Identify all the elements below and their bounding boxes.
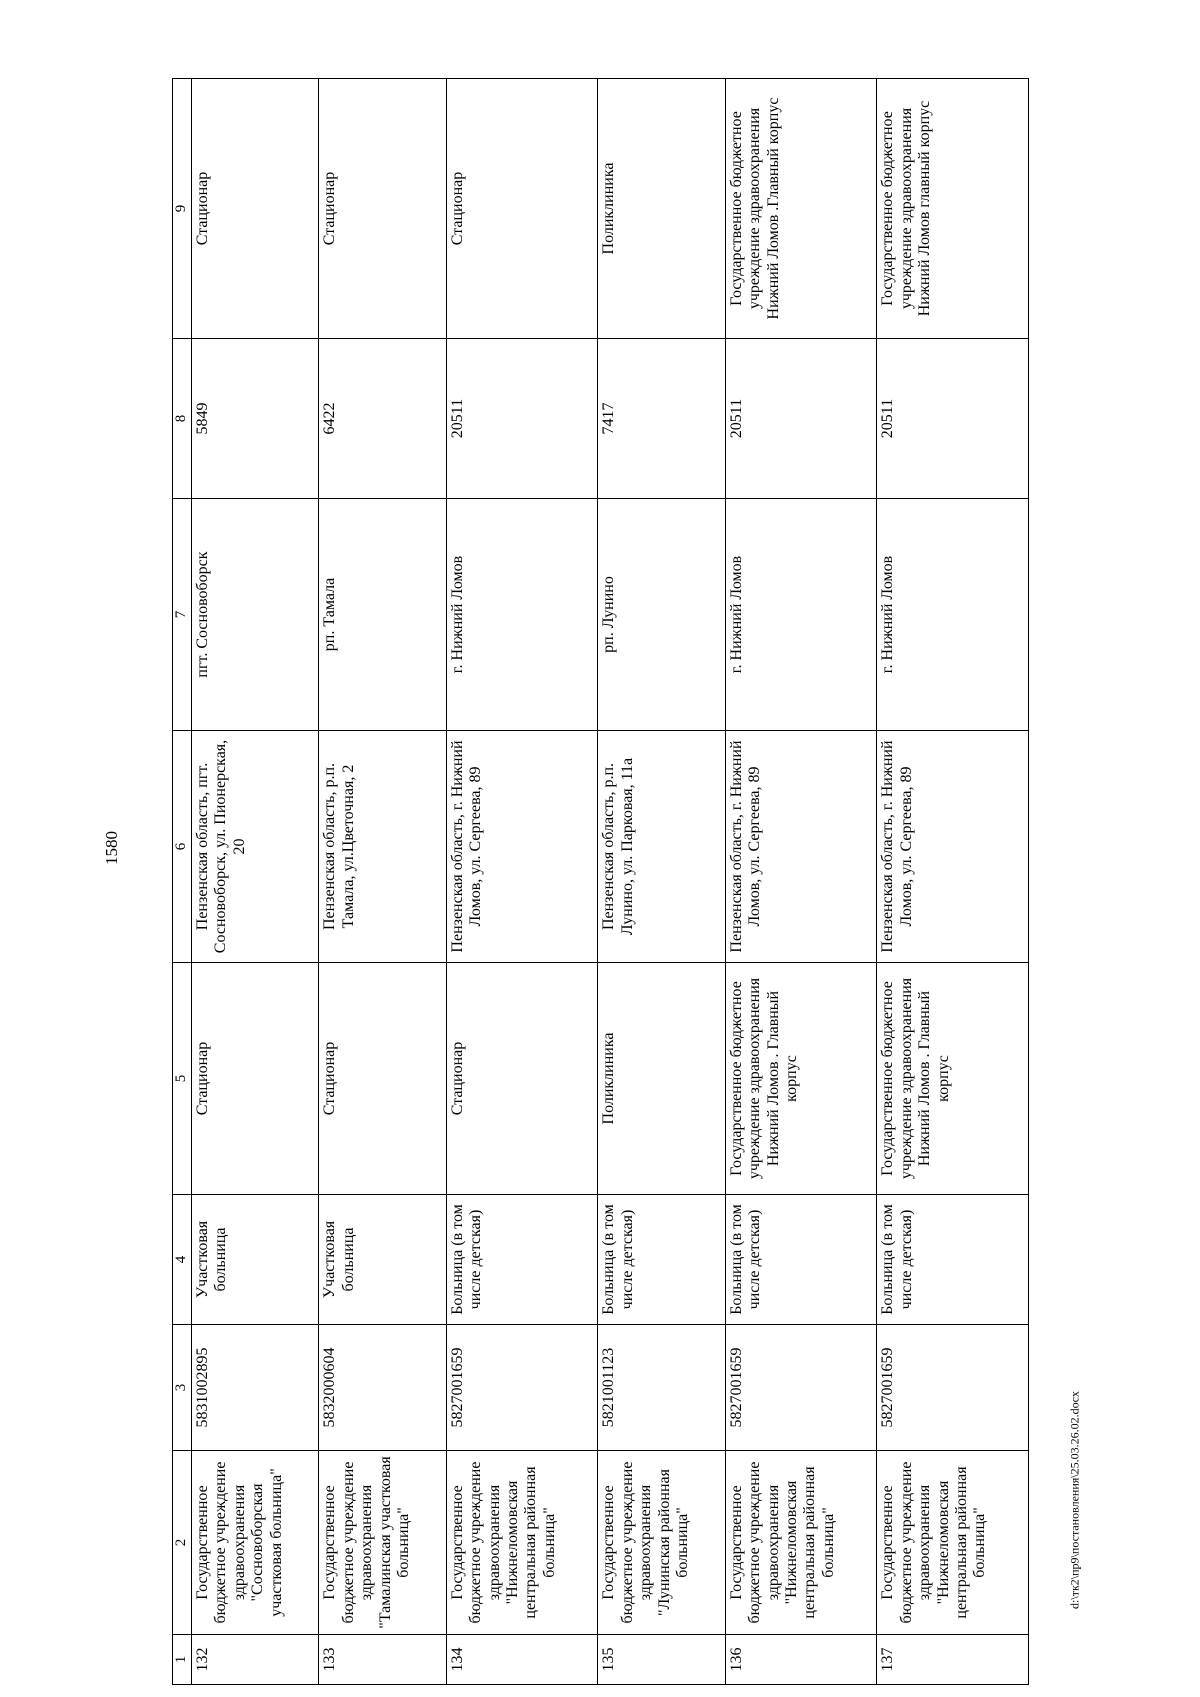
unit-name-2: Поликлиника [598,79,725,339]
unit-name: Стационар [192,963,319,1195]
population: 20511 [446,339,598,499]
address: Пензенская область, г. Нижний Ломов, ул. Сергеева, 89 [877,731,1029,963]
unit-name-2: Стационар [192,79,319,339]
locality: г. Нижний Ломов [725,499,877,731]
unit-name-2: Государственное бюджетное учреждение здравоохранения Нижний Ломов .Главный корпус [725,79,877,339]
column-number: 7 [173,499,192,731]
table-row [319,79,446,1685]
population: 20511 [877,339,1029,499]
column-number: 4 [173,1195,192,1325]
table-row [598,79,725,1685]
facility-type: Участковая больница [319,1195,446,1325]
table-row [877,79,1029,1685]
address: Пензенская область, р.п. Лунино, ул. Парковая, 11а [598,731,725,963]
facility-type: Больница (в том числе детская) [446,1195,598,1325]
table-row [192,79,319,1685]
file-path-text: d:\тк2\пр9\постановления\25.03.26.02.docx [1067,1391,1082,1609]
unit-name: Государственное бюджетное учреждение здравоохранения Нижний Ломов . Главный корпус [877,963,1029,1195]
address: Пензенская область, г. Нижний Ломов, ул. Сергеева, 89 [446,731,598,963]
inn: 5827001659 [446,1325,598,1451]
unit-name: Стационар [446,963,598,1195]
facility-type: Больница (в том числе детская) [725,1195,877,1325]
address: Пензенская область, пгт. Сосновоборск, ул. Пионерская, 20 [192,731,319,963]
column-number: 5 [173,963,192,1195]
page-number-text: 1580 [102,831,121,865]
facility-type: Больница (в том числе детская) [877,1195,1029,1325]
facility-type: Больница (в том числе детская) [598,1195,725,1325]
row-number: 136 [725,1635,877,1685]
inn: 5832000604 [319,1325,446,1451]
column-number: 6 [173,731,192,963]
organization-name: Государственное бюджетное учреждение здравоохранения "Нижнеломовская центральная районная больница" [446,1451,598,1635]
row-number: 134 [446,1635,598,1685]
unit-name: Государственное бюджетное учреждение здравоохранения Нижний Ломов . Главный корпус [725,963,877,1195]
inn: 5821001123 [598,1325,725,1451]
inn: 5827001659 [877,1325,1029,1451]
locality: рп. Лунино [598,499,725,731]
row-number: 135 [598,1635,725,1685]
population: 20511 [725,339,877,499]
population: 5849 [192,339,319,499]
table-row [725,79,877,1685]
column-number: 9 [173,79,192,339]
table-row [446,79,598,1685]
address: Пензенская область, р.п. Тамала, ул.Цветочная, 2 [319,731,446,963]
organization-name: Государственное бюджетное учреждение здравоохранения "Нижнеломовская центральная районная больница" [877,1451,1029,1635]
row-number: 133 [319,1635,446,1685]
locality: г. Нижний Ломов [877,499,1029,731]
locality: г. Нижний Ломов [446,499,598,731]
rotated-table-container [172,79,1029,1685]
organization-name: Государственное бюджетное учреждение здравоохранения "Тамалинская участковая больница" [319,1451,446,1635]
organization-name: Государственное бюджетное учреждение здравоохранения "Лунинская районная больница" [598,1451,725,1635]
row-number: 132 [192,1635,319,1685]
address: Пензенская область, г. Нижний Ломов, ул. Сергеева, 89 [725,731,877,963]
facility-type: Участковая больница [192,1195,319,1325]
unit-name-2: Стационар [319,79,446,339]
organization-name: Государственное бюджетное учреждение здравоохранения "Нижнеломовская центральная районная больница" [725,1451,877,1635]
column-number: 1 [173,1635,192,1685]
column-number-row [173,79,192,1685]
column-number: 8 [173,339,192,499]
inn: 5831002895 [192,1325,319,1451]
unit-name-2: Государственное бюджетное учреждение здравоохранения Нижний Ломов главный корпус [877,79,1029,339]
unit-name: Поликлиника [598,963,725,1195]
registry-table [172,78,1029,1685]
row-number: 137 [877,1635,1029,1685]
population: 6422 [319,339,446,499]
unit-name: Стационар [319,963,446,1195]
population: 7417 [598,339,725,499]
unit-name-2: Стационар [446,79,598,339]
locality: рп. Тамала [319,499,446,731]
locality: пгт. Сосновоборск [192,499,319,731]
column-number: 2 [173,1451,192,1635]
organization-name: Государственное бюджетное учреждение здравоохранения "Сосновоборская участковая больница" [192,1451,319,1635]
inn: 5827001659 [725,1325,877,1451]
column-number: 3 [173,1325,192,1451]
